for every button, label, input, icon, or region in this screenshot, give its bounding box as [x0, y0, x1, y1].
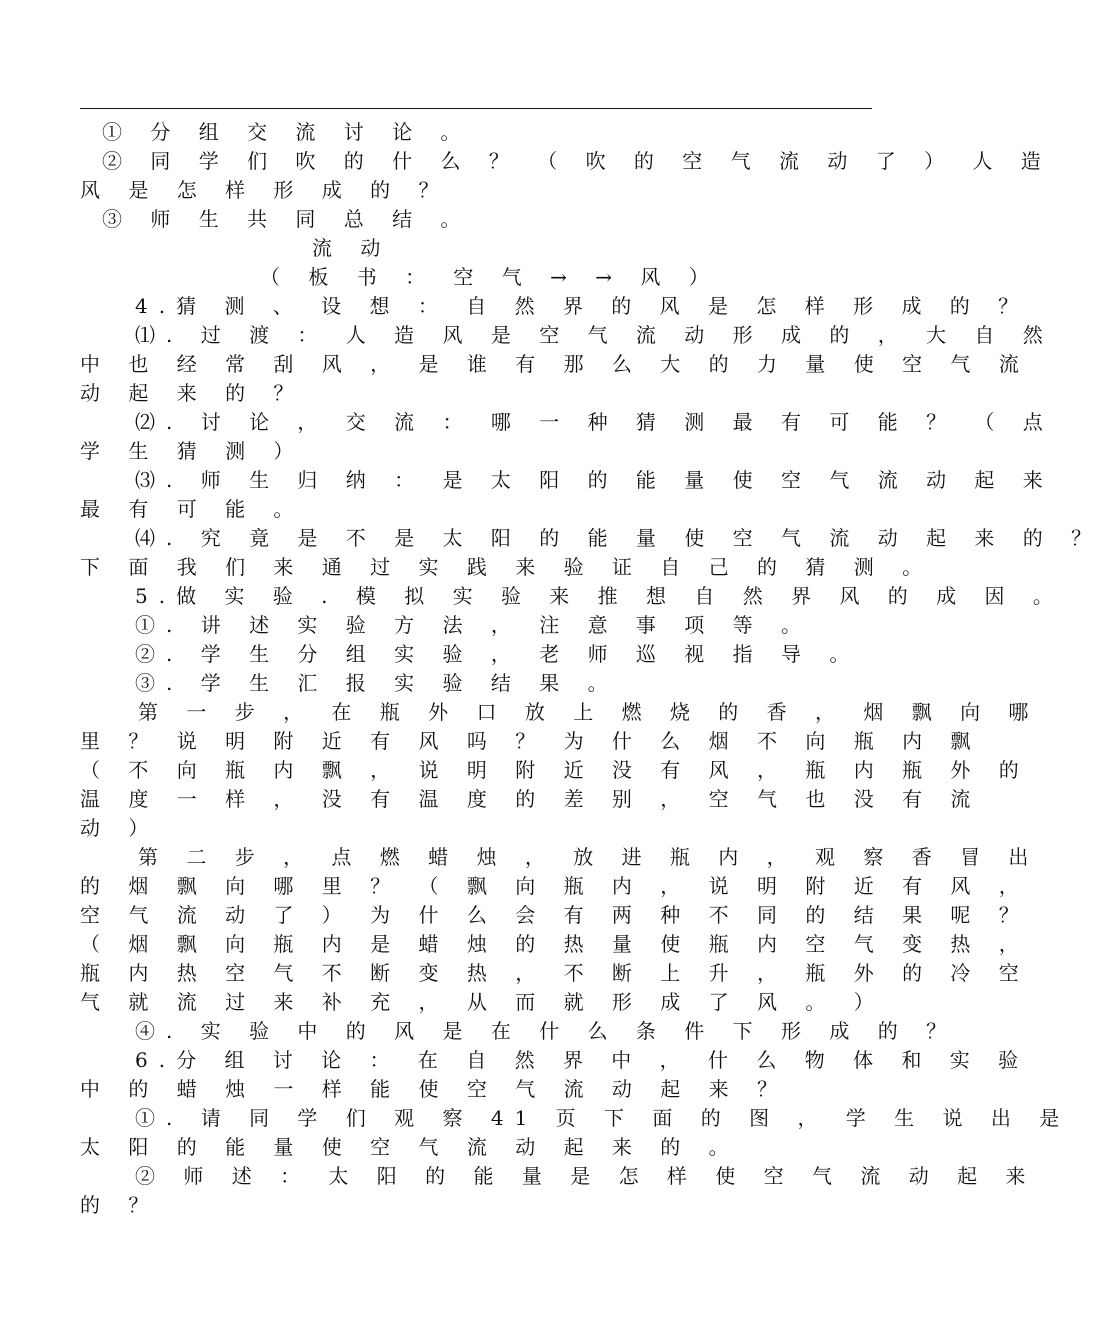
header-rule	[80, 108, 872, 109]
text-line: （ 不 向 瓶 内 飘 ， 说 明 附 近 没 有 风 ， 瓶 内 瓶 外 的	[80, 758, 1030, 782]
text-line: 最 有 可 能 。	[80, 497, 305, 521]
text-line: （ 烟 飘 向 瓶 内 是 蜡 烛 的 热 量 使 瓶 内 空 气 变 热 ，	[80, 932, 1030, 956]
text-line: ⑶. 师 生 归 纳 ： 是 太 阳 的 能 量 使 空 气 流 动 起 来	[135, 468, 1054, 492]
board-note-line: （ 板 书 ： 空 气 → → 风 ）	[260, 265, 720, 289]
section-heading: 4.猜 测 、 设 想 ： 自 然 界 的 风 是 怎 样 形 成 的 ？	[135, 294, 1030, 318]
text-line: ③ 师 生 共 同 总 结 。	[102, 207, 472, 231]
text-line: ①. 讲 述 实 验 方 法 ， 注 意 事 项 等 。	[135, 613, 813, 637]
text-line: 下 面 我 们 来 通 过 实 践 来 验 证 自 己 的 猜 测 。	[80, 555, 934, 579]
text-line: 第 一 步 ， 在 瓶 外 口 放 上 燃 烧 的 香 ， 烟 飘 向 哪	[138, 700, 1040, 724]
text-line: 动 ）	[80, 816, 160, 840]
text-line: ② 师 述 ： 太 阳 的 能 量 是 怎 样 使 空 气 流 动 起 来	[135, 1164, 1037, 1188]
text-line: 中 也 经 常 刮 风 ， 是 谁 有 那 么 大 的 力 量 使 空 气 流	[80, 352, 1030, 376]
text-line: 里 ？ 说 明 附 近 有 风 吗 ？ 为 什 么 烟 不 向 瓶 内 飘	[80, 729, 982, 753]
text-line: ⑴. 过 渡 ： 人 造 风 是 空 气 流 动 形 成 的 ， 大 自 然	[135, 323, 1054, 347]
text-line: 中 的 蜡 烛 一 样 能 使 空 气 流 动 起 来 ？	[80, 1077, 789, 1101]
text-line: 气 就 流 过 来 补 充 ， 从 而 就 形 成 了 风 。 ）	[80, 990, 885, 1014]
text-line: 第 二 步 ， 点 燃 蜡 烛 ， 放 进 瓶 内 ， 观 察 香 冒 出	[138, 845, 1040, 869]
text-line: 太 阳 的 能 量 使 空 气 流 动 起 来 的 。	[80, 1135, 740, 1159]
board-note-line: 流 动	[312, 236, 392, 260]
text-line: 的 ？	[80, 1193, 160, 1217]
text-line: 温 度 一 样 ， 没 有 温 度 的 差 别 ， 空 气 也 没 有 流	[80, 787, 982, 811]
text-line: ②. 学 生 分 组 实 验 ， 老 师 巡 视 指 导 。	[135, 642, 861, 666]
text-line: ② 同 学 们 吹 的 什 么 ？ （ 吹 的 空 气 流 动 了 ） 人 造	[102, 149, 1052, 173]
text-line: 的 烟 飘 向 哪 里 ？ （ 飘 向 瓶 内 ， 说 明 附 近 有 风 ，	[80, 874, 1030, 898]
text-line: ③. 学 生 汇 报 实 验 结 果 。	[135, 671, 619, 695]
document-body	[80, 118, 1102, 1220]
text-line: ④. 实 验 中 的 风 是 在 什 么 条 件 下 形 成 的 ？	[135, 1019, 958, 1043]
text-line: ⑵. 讨 论 ， 交 流 ： 哪 一 种 猜 测 最 有 可 能 ？ （ 点	[135, 410, 1054, 434]
section-heading: 6.分 组 讨 论 ： 在 自 然 界 中 ， 什 么 物 体 和 实 验	[135, 1048, 1030, 1072]
text-line: 动 起 来 的 ？	[80, 381, 305, 405]
section-heading: 5.做 实 验 . 模 拟 实 验 来 推 想 自 然 界 风 的 成 因 。	[135, 584, 1064, 608]
text-line: ①. 请 同 学 们 观 察 41 页 下 面 的 图 ， 学 生 说 出 是	[135, 1106, 1071, 1130]
text-line: 瓶 内 热 空 气 不 断 变 热 ， 不 断 上 升 ， 瓶 外 的 冷 空	[80, 961, 1030, 985]
text-line: 空 气 流 动 了 ） 为 什 么 会 有 两 种 不 同 的 结 果 呢 ？	[80, 903, 1030, 927]
text-line: ⑷. 究 竟 是 不 是 太 阳 的 能 量 使 空 气 流 动 起 来 的 ？	[135, 526, 1102, 550]
text-line: 学 生 猜 测 ）	[80, 439, 305, 463]
text-line: 风 是 怎 样 形 成 的 ？	[80, 178, 450, 202]
text-line: ① 分 组 交 流 讨 论 。	[102, 120, 472, 144]
